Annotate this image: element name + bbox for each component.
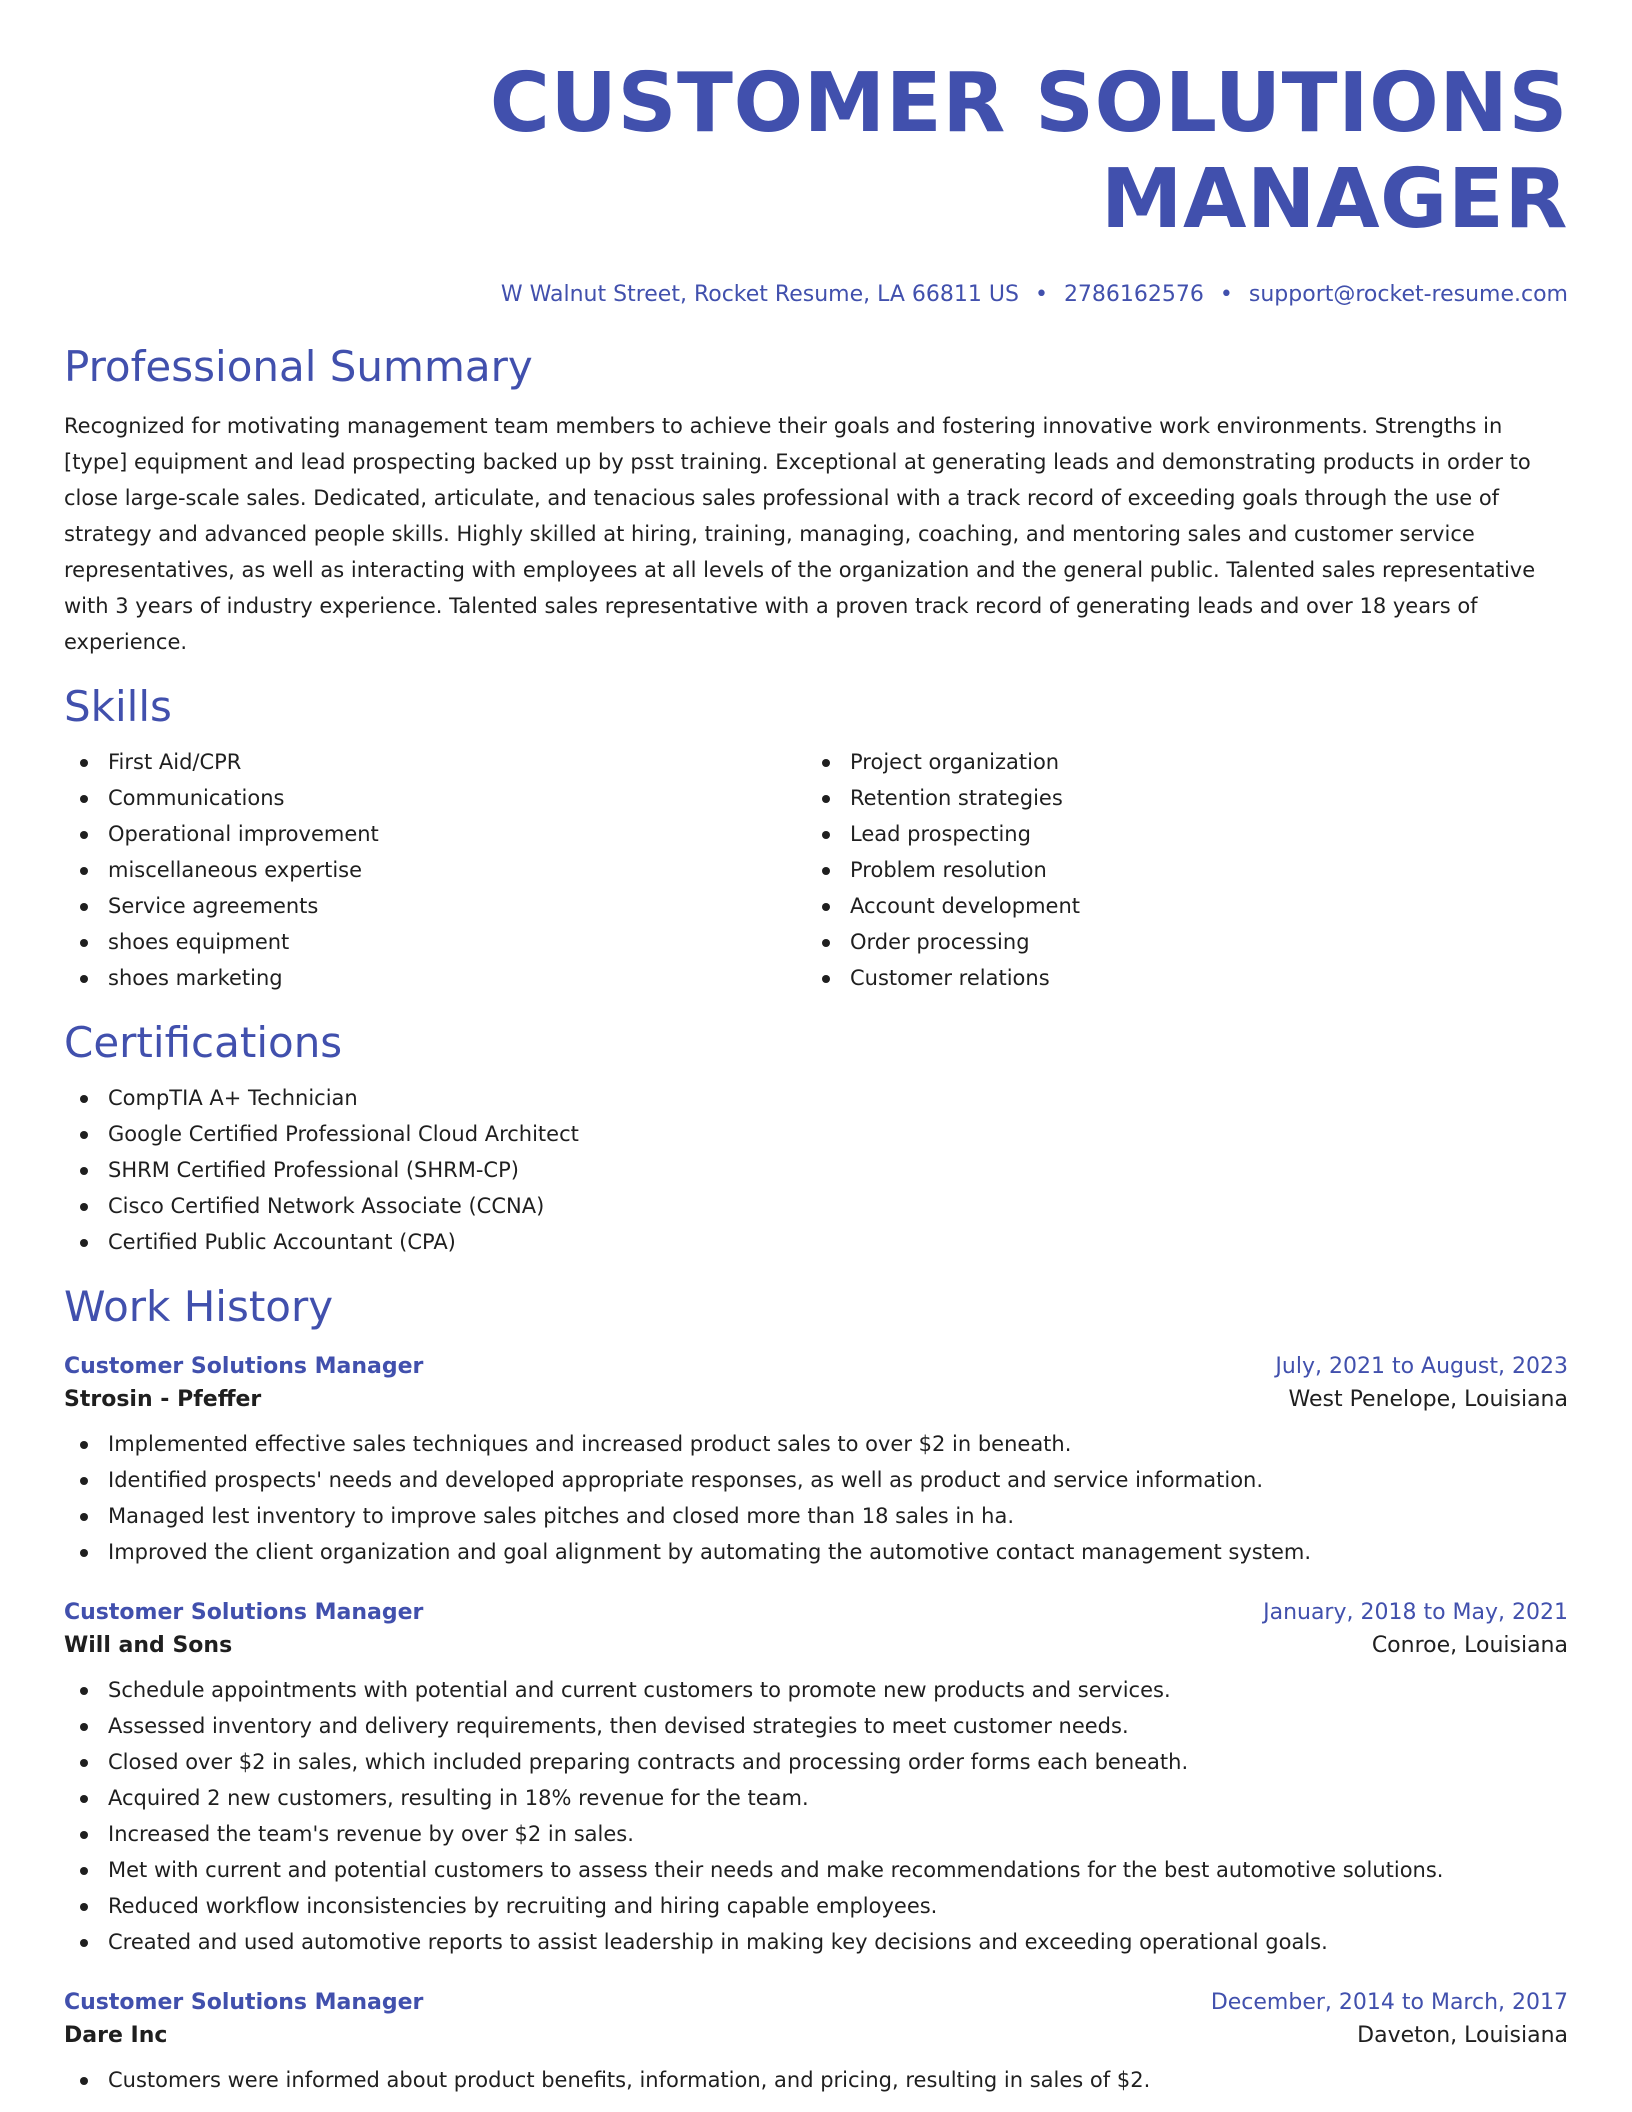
job-company: Strosin - Pfeffer: [64, 1387, 262, 1412]
job-bullets: [64, 2062, 1568, 2098]
job-bullet: Reduced workflow inconsistencies by recruiting and hiring capable employees.: [64, 1888, 1568, 1924]
job-entry: [64, 1600, 1568, 1960]
skill-item: Communications: [64, 780, 806, 816]
job-bullets: [64, 1672, 1568, 1960]
job-bullets: [64, 1426, 1568, 1570]
job-bullet: Met with current and potential customers to assess their needs and make recommendations for the best automotive solutions.: [64, 1852, 1568, 1888]
job-bullet: Identified prospects' needs and developed appropriate responses, as well as product and service information.: [64, 1462, 1568, 1498]
job-bullet: Customers were informed about product benefits, information, and pricing, resulting in sales of $2.: [64, 2062, 1568, 2098]
skill-item: Retention strategies: [806, 780, 1548, 816]
section-title-work-history: Work History: [64, 1282, 334, 1331]
job-title: Customer Solutions Manager: [64, 1600, 424, 1625]
job-location: Daveton, Louisiana: [1357, 2023, 1568, 2048]
skills-list-left: [64, 744, 806, 996]
job-company: Dare Inc: [64, 2023, 168, 2048]
job-title: Customer Solutions Manager: [64, 1990, 424, 2015]
job-bullet: Closed over $2 in sales, which included preparing contracts and processing order forms each beneath.: [64, 1744, 1568, 1780]
job-bullet: Increased the team's revenue by over $2 in sales.: [64, 1816, 1568, 1852]
skills-section: [64, 682, 1568, 996]
job-title-row: [64, 1990, 1568, 2015]
job-bullet: Acquired 2 new customers, resulting in 18% revenue for the team.: [64, 1780, 1568, 1816]
skills-columns: [64, 744, 1568, 996]
job-entry: [64, 1354, 1568, 1570]
contact-address: W Walnut Street, Rocket Resume, LA 66811 US: [500, 282, 1019, 307]
skill-item: First Aid/CPR: [64, 744, 806, 780]
job-title-row: [64, 1354, 1568, 1379]
contact-separator: •: [1034, 282, 1048, 307]
skill-item: miscellaneous expertise: [64, 852, 806, 888]
job-company: Will and Sons: [64, 1633, 233, 1658]
job-bullet: Implemented effective sales techniques and increased product sales to over $2 in beneath.: [64, 1426, 1568, 1462]
skill-item: Customer relations: [806, 960, 1548, 996]
section-title-skills: Skills: [64, 682, 172, 731]
job-company-row: [64, 1387, 1568, 1412]
certification-item: Cisco Certified Network Associate (CCNA): [64, 1188, 1568, 1224]
skill-item: Operational improvement: [64, 816, 806, 852]
section-title-summary: Professional Summary: [64, 342, 533, 391]
skill-item: Lead prospecting: [806, 816, 1548, 852]
job-dates: December, 2014 to March, 2017: [1210, 1990, 1568, 2015]
summary-section: [64, 342, 1568, 660]
job-bullet: Created and used automotive reports to assist leadership in making key decisions and exceeding operational goals.: [64, 1924, 1568, 1960]
job-company-row: [64, 1633, 1568, 1658]
skill-item: shoes marketing: [64, 960, 806, 996]
skill-item: Account development: [806, 888, 1548, 924]
skill-item: shoes equipment: [64, 924, 806, 960]
certification-item: Certified Public Accountant (CPA): [64, 1224, 1568, 1260]
contact-phone: 2786162576: [1063, 282, 1204, 307]
contact-line: [64, 280, 1568, 310]
skills-list-right: [806, 744, 1548, 996]
certifications-list: [64, 1080, 1568, 1260]
section-title-certifications: Certifications: [64, 1018, 343, 1067]
resume-header: [64, 0, 1568, 310]
job-dates: January, 2018 to May, 2021: [1263, 1600, 1568, 1625]
job-bullet: Improved the client organization and goal alignment by automating the automotive contact management system.: [64, 1534, 1568, 1570]
skill-item: Order processing: [806, 924, 1548, 960]
job-title: Customer Solutions Manager: [64, 1354, 424, 1379]
job-bullet: Managed lest inventory to improve sales pitches and closed more than 18 sales in ha.: [64, 1498, 1568, 1534]
work-history-section: [64, 1282, 1568, 2098]
contact-email[interactable]: support@rocket-resume.com: [1248, 282, 1568, 307]
job-dates: July, 2021 to August, 2023: [1275, 1354, 1568, 1379]
job-bullet: Schedule appointments with potential and current customers to promote new products and services.: [64, 1672, 1568, 1708]
job-company-row: [64, 2023, 1568, 2048]
job-location: Conroe, Louisiana: [1371, 1633, 1568, 1658]
skill-item: Project organization: [806, 744, 1548, 780]
certifications-section: [64, 1018, 1568, 1260]
skill-item: Problem resolution: [806, 852, 1548, 888]
certification-item: CompTIA A+ Technician: [64, 1080, 1568, 1116]
job-entry: [64, 1990, 1568, 2098]
job-location: West Penelope, Louisiana: [1288, 1387, 1568, 1412]
certification-item: Google Certified Professional Cloud Architect: [64, 1116, 1568, 1152]
summary-text: Recognized for motivating management team members to achieve their goals and fostering innovative work environments. Strengths in [type] equipment and lead prospecting backed up by psst training. Exceptional at generating leads and demonstrating products in order to close large-scale sales. Dedicated, articulate, and tenacious sales professional with a track record of exceeding goals through the use of strategy and advanced people skills. Highly skilled at hiring, training, managing, coaching, and mentoring sales and customer service representatives, as well as interacting with employees at all levels of the organization and the general public. Talented sales representative with 3 years of industry experience. Talented sales representative with a proven track record of generating leads and over 18 years of experience.: [64, 414, 1536, 654]
contact-separator: •: [1219, 282, 1233, 307]
candidate-name: CUSTOMER SOLUTIONS MANAGER: [489, 56, 1568, 247]
skill-item: Service agreements: [64, 888, 806, 924]
job-title-row: [64, 1600, 1568, 1625]
certification-item: SHRM Certified Professional (SHRM-CP): [64, 1152, 1568, 1188]
job-bullet: Assessed inventory and delivery requirements, then devised strategies to meet customer needs.: [64, 1708, 1568, 1744]
